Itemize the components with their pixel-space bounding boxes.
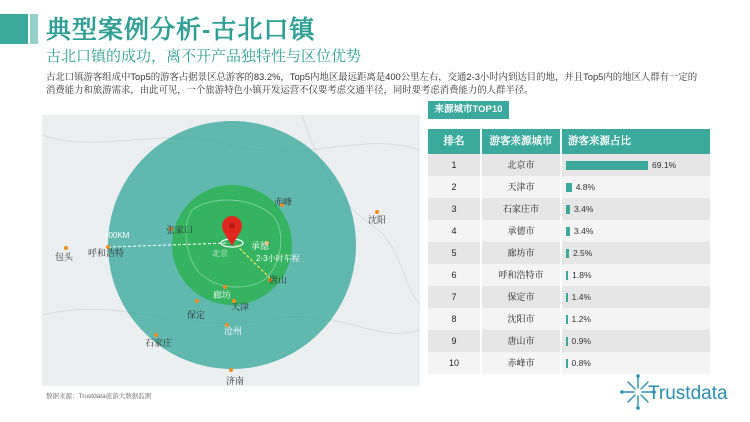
logo-text: Trustdata bbox=[648, 383, 728, 404]
table-row bbox=[428, 286, 710, 308]
header-rank: 排名 bbox=[428, 129, 482, 154]
city-label-chifeng: 赤峰 bbox=[274, 197, 293, 207]
share-value: 4.8% bbox=[575, 182, 596, 192]
share-bar bbox=[566, 293, 568, 302]
rank-cell: 3 bbox=[428, 198, 482, 220]
city-cell: 唐山市 bbox=[482, 330, 562, 352]
rank-cell: 7 bbox=[428, 286, 482, 308]
city-label-shenyang: 沈阳 bbox=[368, 215, 387, 225]
city-label-zhangjiakou: 张家口 bbox=[166, 225, 194, 235]
table-row bbox=[428, 330, 710, 352]
city-label-cangzhou: 沧州 bbox=[224, 326, 243, 336]
title-accent-bar-secondary bbox=[30, 14, 38, 44]
city-label-baotou: 包头 bbox=[55, 252, 74, 262]
share-value: 3.4% bbox=[574, 226, 594, 236]
city-cell: 保定市 bbox=[482, 286, 562, 308]
table-row bbox=[428, 176, 710, 198]
city-cell: 承德市 bbox=[482, 220, 562, 242]
share-cell bbox=[562, 286, 710, 308]
drive-time-label: 2-3小时车程 bbox=[256, 254, 300, 263]
share-value: 0.9% bbox=[571, 336, 591, 346]
city-cell: 廊坊市 bbox=[482, 242, 562, 264]
table-tag: 来源城市TOP10 bbox=[428, 101, 509, 119]
city-cell: 北京市 bbox=[482, 154, 562, 176]
rank-cell: 9 bbox=[428, 330, 482, 352]
rank-cell: 5 bbox=[428, 242, 482, 264]
share-bar bbox=[566, 337, 568, 346]
city-label-beijing: 北京 bbox=[212, 249, 228, 258]
share-bar bbox=[566, 205, 570, 214]
city-label-chengde: 承德 bbox=[251, 241, 270, 251]
page-title: 典型案例分析-古北口镇 bbox=[46, 16, 316, 44]
share-bar bbox=[566, 183, 572, 192]
rank-cell: 4 bbox=[428, 220, 482, 242]
share-cell bbox=[562, 220, 710, 242]
share-bar bbox=[566, 161, 648, 170]
city-label-tangshan: 唐山 bbox=[269, 275, 288, 285]
share-bar bbox=[566, 359, 568, 368]
share-bar bbox=[566, 271, 568, 280]
table-row bbox=[428, 264, 710, 286]
rank-cell: 8 bbox=[428, 308, 482, 330]
table-body bbox=[428, 154, 710, 374]
share-cell bbox=[562, 242, 710, 264]
share-cell bbox=[562, 308, 710, 330]
rank-cell: 2 bbox=[428, 176, 482, 198]
page-subtitle: 古北口镇的成功，离不开产品独特性与区位优势 bbox=[46, 48, 362, 65]
table-row bbox=[428, 154, 710, 176]
city-label-huhehaote: 呼和浩特 bbox=[88, 248, 125, 258]
rank-cell: 10 bbox=[428, 352, 482, 374]
city-cell: 天津市 bbox=[482, 176, 562, 198]
share-bar bbox=[566, 249, 569, 258]
table-row bbox=[428, 352, 710, 374]
table-header-row bbox=[428, 129, 710, 154]
share-cell bbox=[562, 176, 710, 198]
region-map bbox=[42, 115, 420, 386]
header-share: 游客来源占比 bbox=[568, 135, 631, 147]
city-cell: 赤峰市 bbox=[482, 352, 562, 374]
city-cell: 呼和浩特市 bbox=[482, 264, 562, 286]
city-label-langfang: 廊坊 bbox=[213, 290, 232, 300]
city-label-tianjin: 天津 bbox=[231, 302, 250, 312]
table-row bbox=[428, 220, 710, 242]
page-description: 古北口镇游客组成中Top5的游客占据景区总游客的83.2%，Top5内地区最远距离是400公里左右，交通2-3小时内到达目的地，并且Top5内的地区人群有一定的消费能力和旅游需求，由此可见，一个旅游特色小镇开发运营不仅要考虑交通半径，同时要考虑消费能力的人群半径。 bbox=[46, 71, 698, 95]
share-bar bbox=[566, 315, 568, 324]
table-row bbox=[428, 242, 710, 264]
share-value: 1.8% bbox=[572, 270, 592, 280]
share-value: 0.8% bbox=[571, 358, 591, 368]
radius-label: 400KM bbox=[104, 231, 130, 240]
share-bar bbox=[566, 227, 570, 236]
share-cell bbox=[562, 264, 710, 286]
city-label-shijiazhuang: 石家庄 bbox=[145, 338, 173, 348]
city-cell: 沈阳市 bbox=[482, 308, 562, 330]
table-row bbox=[428, 198, 710, 220]
data-source-note: 数据来源：Trustdata旅游大数据监测 bbox=[46, 393, 152, 400]
share-value: 1.2% bbox=[571, 314, 591, 324]
share-value: 2.5% bbox=[572, 248, 593, 258]
city-label-baoding: 保定 bbox=[187, 310, 206, 320]
rank-cell: 1 bbox=[428, 154, 482, 176]
header-city: 游客来源城市 bbox=[482, 129, 562, 154]
rank-cell: 6 bbox=[428, 264, 482, 286]
share-cell bbox=[562, 198, 710, 220]
table-row bbox=[428, 308, 710, 330]
city-cell: 石家庄市 bbox=[482, 198, 562, 220]
share-value: 1.4% bbox=[571, 292, 592, 302]
share-value: 3.4% bbox=[574, 204, 594, 214]
source-city-table bbox=[428, 129, 710, 374]
title-accent-bar bbox=[0, 14, 28, 44]
share-value: 69.1% bbox=[652, 160, 677, 170]
share-cell bbox=[562, 154, 710, 176]
share-cell bbox=[562, 352, 710, 374]
city-label-jinan: 济南 bbox=[226, 376, 245, 386]
share-cell bbox=[562, 330, 710, 352]
